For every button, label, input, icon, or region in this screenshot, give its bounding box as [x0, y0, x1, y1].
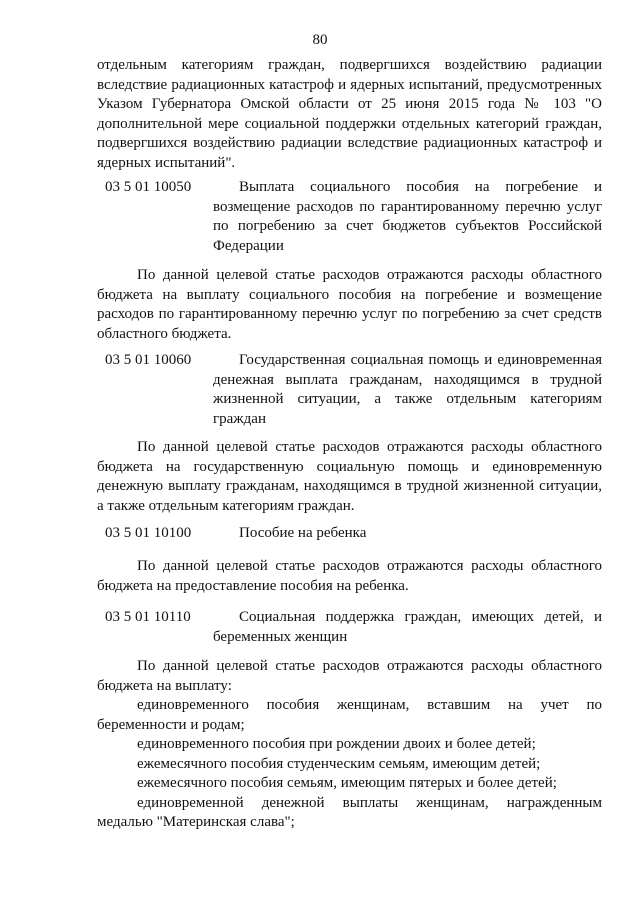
list-item: ежемесячного пособия семьям, имеющим пятерых и более детей;	[137, 775, 557, 791]
intro-paragraph: отдельным категориям граждан, подвергшихся воздействию радиации вследствие радиационных катастроф и ядерных испытаний, предусмотренных Указом Губернатора Омской области от 25 июня 2015 года № 103 "О дополнительной мере социальной поддержки отдельных категорий граждан, подвергшихся воздействию радиации вследствие радиационных катастроф и ядерных испытаний".	[97, 57, 602, 171]
section-code: 03 5 01 10100	[105, 525, 192, 541]
list-item: единовременного пособия женщинам, вставшим на учет по беременности и родам;	[97, 697, 602, 733]
section-paragraph: По данной целевой статье расходов отражаются расходы областного бюджета на предоставление пособия на ребенка.	[97, 558, 602, 594]
section-title: Пособие на ребенка	[239, 525, 367, 541]
section-code: 03 5 01 10050	[105, 179, 192, 195]
section-title: Выплата социального пособия на погребение и возмещение расходов по гарантированному перечню услуг по погребению за счет бюджетов субъектов Российской Федерации	[213, 179, 602, 254]
section-paragraph: По данной целевой статье расходов отражаются расходы областного бюджета на государственную социальную помощь и единовременную денежную выплату гражданам, находящимся в трудной жизненной ситуации, а также отдельным категориям граждан.	[97, 439, 602, 514]
benefits-list	[97, 696, 602, 833]
section-paragraph: По данной целевой статье расходов отражаются расходы областного бюджета на выплату:	[97, 658, 602, 694]
list-item: единовременного пособия при рождении двоих и более детей;	[137, 736, 536, 752]
section-title: Государственная социальная помощь и единовременная денежная выплата гражданам, находящимся в трудной жизненной ситуации, а также отдельным категориям граждан	[213, 352, 602, 427]
section-code: 03 5 01 10110	[105, 609, 191, 625]
list-item: ежемесячного пособия студенческим семьям, имеющим детей;	[137, 755, 541, 772]
section-paragraph: По данной целевой статье расходов отражаются расходы областного бюджета на выплату социального пособия на погребение и возмещение расходов по гарантированному перечню услуг по погребению за счет средств областного бюджета.	[97, 267, 602, 342]
section-title: Социальная поддержка граждан, имеющих детей, и беременных женщин	[213, 609, 602, 645]
page-number: 80	[312, 32, 328, 48]
section-code: 03 5 01 10060	[105, 352, 192, 368]
list-item: единовременной денежной выплаты женщинам, награжденным медалью "Материнская слава";	[97, 794, 602, 830]
